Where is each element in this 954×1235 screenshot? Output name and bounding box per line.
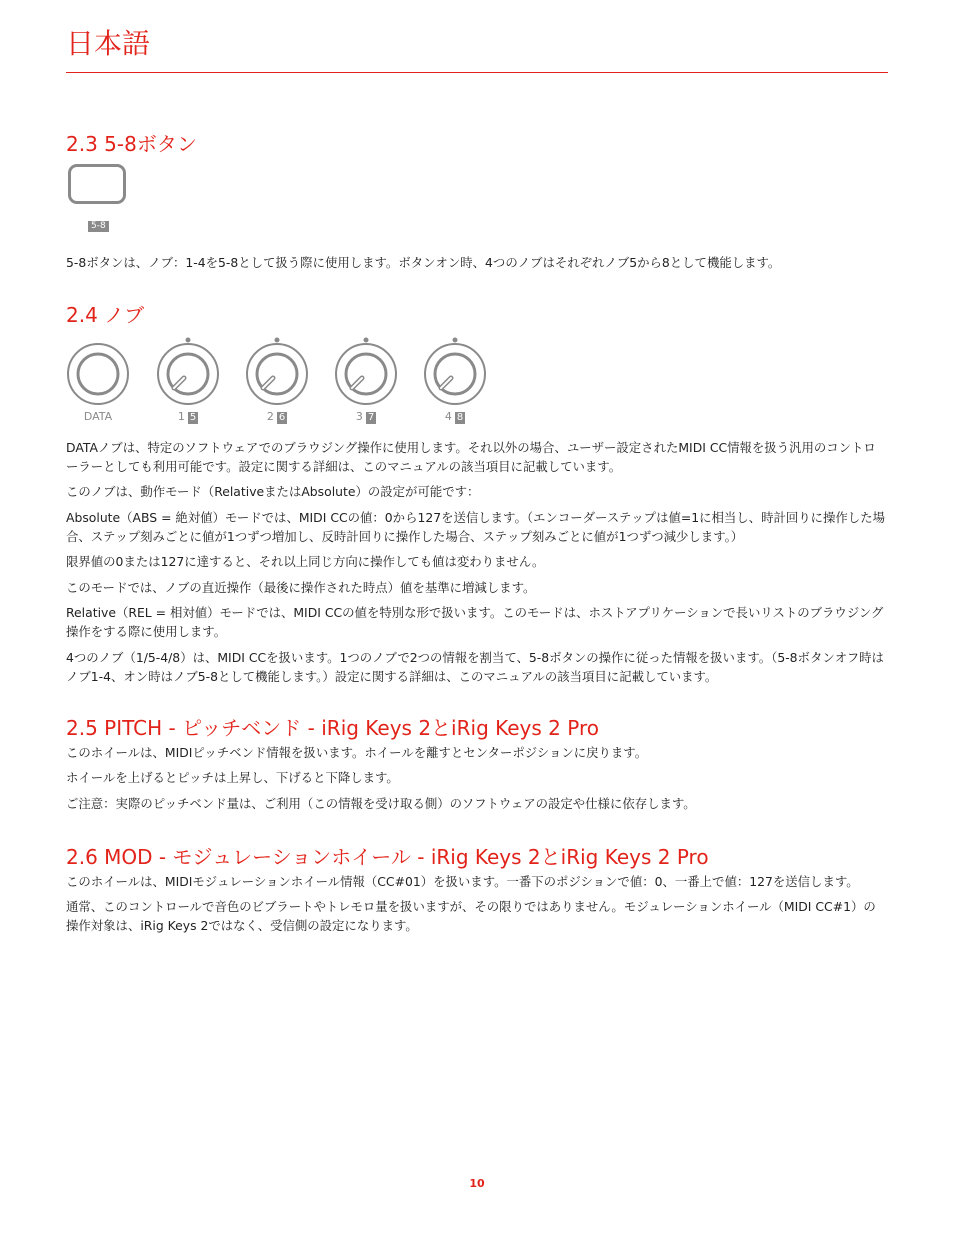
paragraph: Absolute（ABS = 絶対値）モードでは、MIDI CCの値：0から127を送信します。（エンコーダーステップは値=1に相当し、時計回りに操作した場合、ステップ刻みごとに値が1つずつ増加し、反時計回りに操作した場合、ステップ刻みごとに値が1つずつ減少します。） [66, 510, 885, 544]
paragraph: Relative（REL = 相対値）モードでは、MIDI CCの値を特別な形で扱います。このモードは、ホストアプリケーションで長いリストのブラウジング操作をする際に使用します。 [66, 605, 884, 639]
knob-tag: 6 [278, 412, 286, 423]
knob-label-text: 1 [177, 410, 185, 423]
knob-label-3 [346, 410, 386, 424]
header-divider [66, 72, 888, 73]
section-heading-2-6: 2.6 MOD - モジュレーションホイール - iRig Keys 2とiRig Keys 2 Pro [66, 845, 709, 869]
paragraph: このホイールは、MIDIモジュレーションホイール情報（CC#01）を扱います。一番下のポジションで値：0、一番上で値：127を送信します。 [66, 874, 859, 889]
knob-2-icon [247, 338, 307, 405]
knob-1-icon [158, 338, 218, 405]
5-8-button-tag: 5-8 [88, 221, 109, 232]
knob-tag: 7 [367, 412, 375, 423]
paragraph: このノブは、動作モード（RelativeまたはAbsolute）の設定が可能です： [66, 484, 480, 499]
paragraph: ご注意：実際のピッチベンド量は、ご利用（この情報を受け取る側）のソフトウェアの設定や仕様に依存します。 [66, 796, 696, 811]
knob-label-2 [257, 410, 297, 424]
knob-tag: 8 [456, 412, 464, 423]
knob-label-text: 2 [266, 410, 274, 423]
knob-label-data [78, 410, 118, 423]
knob-4-icon [425, 338, 485, 405]
section-heading-2-5: 2.5 PITCH - ピッチベンド - iRig Keys 2とiRig Keys 2 Pro [66, 716, 599, 740]
knob-3-icon [336, 338, 396, 405]
knob-label-text: 3 [355, 410, 363, 423]
paragraph: 限界値の0または127に達すると、それ以上同じ方向に操作しても値は変わりません。 [66, 554, 545, 569]
knob-label-4 [435, 410, 475, 424]
knob-label-text: DATA [83, 410, 113, 423]
page-number: 10 [469, 1177, 485, 1190]
data-knob-icon [68, 344, 128, 404]
knob-label-text: 4 [444, 410, 452, 423]
paragraph: 4つのノブ（1/5-4/8）は、MIDI CCを扱います。1つのノブで2つの情報を割当て、5-8ボタンの操作に従った情報を扱います。（5-8ボタンオフ時はノブ1-4、オン時はノブ5-8として機能します。）設定に関する詳細は、このマニュアルの該当項目に記載しています。 [66, 650, 884, 684]
paragraph: 通常、このコントロールで音色のビブラートやトレモロ量を扱いますが、その限りではありません。モジュレーションホイール（MIDI CC#1）の操作対象は、iRig Keys 2ではなく、受信側の設定になります。 [66, 899, 876, 933]
section-heading-2-3: 2.3 5-8ボタン [66, 132, 197, 156]
paragraph: このホイールは、MIDIピッチベンド情報を扱います。ホイールを離すとセンターポジションに戻ります。 [66, 745, 648, 760]
paragraph: ホイールを上げるとピッチは上昇し、下げると下降します。 [66, 770, 399, 785]
paragraph: DATAノブは、特定のソフトウェアでのブラウジング操作に使用します。それ以外の場合、ユーザー設定されたMIDI CC情報を扱う汎用のコントローラーとしても利用可能です。設定に関する詳細は、このマニュアルの該当項目に記載しています。 [66, 440, 876, 474]
paragraph: 5-8ボタンは、ノブ：1-4を5-8として扱う際に使用します。ボタンオン時、4つのノブはそれぞれノブ5から8として機能します。 [66, 255, 781, 270]
knob-tag: 5 [189, 412, 197, 423]
section-heading-2-4: 2.4 ノブ [66, 303, 145, 327]
paragraph: このモードでは、ノブの直近操作（最後に操作された時点）値を基準に増減します。 [66, 580, 536, 595]
knobs-illustration [60, 332, 500, 432]
5-8-button-illustration [68, 164, 126, 204]
page-title: 日本語 [66, 27, 151, 60]
knobs-svg [60, 332, 500, 412]
knob-label-1 [168, 410, 208, 424]
